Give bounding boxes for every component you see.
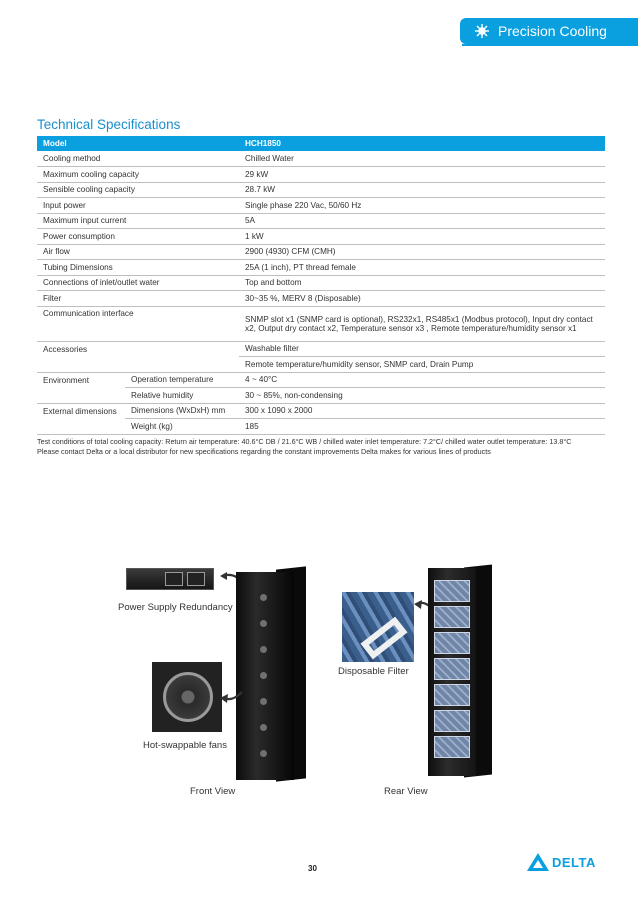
filter-panel bbox=[434, 606, 470, 628]
row-label: Filter bbox=[37, 291, 239, 307]
row-label: Cooling method bbox=[37, 151, 239, 167]
psu-module bbox=[187, 572, 205, 586]
row-sublabel: Weight (kg) bbox=[125, 419, 239, 435]
header-divider bbox=[462, 44, 638, 46]
row-value: Remote temperature/humidity sensor, SNMP card, Drain Pump bbox=[239, 357, 605, 373]
delta-logo bbox=[526, 852, 596, 872]
row-value: Chilled Water bbox=[239, 151, 605, 167]
filter-panel bbox=[434, 684, 470, 706]
row-value: SNMP slot x1 (SNMP card is optional), RS232x1, RS485x1 (Modbus protocol), Input dry contact x2, Output dry contact x2, Temperature sensor x3 , Remote temperature/humidity sensor x1 bbox=[239, 306, 605, 341]
row-label: Sensible cooling capacity bbox=[37, 182, 239, 198]
table-row bbox=[37, 306, 605, 341]
table-row bbox=[37, 198, 605, 214]
row-label: Maximum input current bbox=[37, 213, 239, 229]
table-header-row bbox=[37, 136, 605, 151]
snowflake-icon bbox=[474, 23, 490, 39]
filter-panel bbox=[434, 710, 470, 732]
filter-label: Disposable Filter bbox=[338, 666, 409, 677]
fan-icon bbox=[260, 646, 267, 653]
table-row bbox=[37, 182, 605, 198]
table-row bbox=[37, 275, 605, 291]
page-number: 30 bbox=[308, 864, 317, 873]
rear-view-label: Rear View bbox=[384, 786, 428, 797]
table-row bbox=[37, 213, 605, 229]
row-label: Environment bbox=[37, 372, 125, 403]
table-row bbox=[37, 229, 605, 245]
front-view-label: Front View bbox=[190, 786, 236, 797]
filter-photo bbox=[342, 592, 414, 662]
row-label: External dimensions bbox=[37, 403, 125, 434]
row-value: 30~35 %, MERV 8 (Disposable) bbox=[239, 291, 605, 307]
table-row bbox=[37, 260, 605, 276]
table-row bbox=[37, 244, 605, 260]
test-conditions-notes bbox=[37, 437, 607, 457]
power-supply-photo bbox=[126, 568, 214, 590]
table-row bbox=[37, 291, 605, 307]
row-value: 29 kW bbox=[239, 167, 605, 183]
psu-module bbox=[165, 572, 183, 586]
arrow-icon bbox=[220, 690, 246, 708]
fan-icon bbox=[260, 724, 267, 731]
row-value: 1 kW bbox=[239, 229, 605, 245]
row-value: 5A bbox=[239, 213, 605, 229]
filter-panel bbox=[434, 580, 470, 602]
row-label: Communication interface bbox=[37, 306, 239, 341]
filter-panel bbox=[434, 658, 470, 680]
section-badge-label: Precision Cooling bbox=[498, 23, 607, 39]
row-label: Tubing Dimensions bbox=[37, 260, 239, 276]
table-row bbox=[37, 403, 605, 419]
table-header-model: HCH1850 bbox=[239, 136, 605, 151]
fan-icon bbox=[260, 672, 267, 679]
fan-photo bbox=[152, 662, 222, 732]
psu-label: Power Supply Redundancy bbox=[118, 602, 233, 613]
row-label: Connections of inlet/outlet water bbox=[37, 275, 239, 291]
fan-icon bbox=[260, 620, 267, 627]
row-sublabel: Relative humidity bbox=[125, 388, 239, 404]
row-value: 4 ~ 40°C bbox=[239, 372, 605, 388]
fan-icon bbox=[260, 594, 267, 601]
table-header-label: Model bbox=[37, 136, 239, 151]
row-value: 25A (1 inch), PT thread female bbox=[239, 260, 605, 276]
row-sublabel: Operation temperature bbox=[125, 372, 239, 388]
filter-panel bbox=[434, 632, 470, 654]
section-badge bbox=[460, 18, 638, 44]
table-row bbox=[37, 151, 605, 167]
note-line: Please contact Delta or a local distributor for new specifications regarding the constant improvements Delta makes for various lines of products bbox=[37, 447, 491, 456]
row-value: 185 bbox=[239, 419, 605, 435]
table-row bbox=[37, 372, 605, 388]
table-row bbox=[37, 341, 605, 357]
filter-panel bbox=[434, 736, 470, 758]
fan-icon bbox=[260, 750, 267, 757]
filter-frame bbox=[361, 617, 408, 660]
row-value: 30 ~ 85%, non-condensing bbox=[239, 388, 605, 404]
note-line: Test conditions of total cooling capacity: Return air temperature: 40.6°C DB / 21.6°C WB / chilled water inlet temperature: 7.2°C/ chilled water outlet temperature: 13.8°C bbox=[37, 437, 572, 446]
row-label: Air flow bbox=[37, 244, 239, 260]
row-value: Top and bottom bbox=[239, 275, 605, 291]
table-row bbox=[37, 167, 605, 183]
row-value: 300 x 1090 x 2000 bbox=[239, 403, 605, 419]
spec-table bbox=[37, 136, 605, 435]
row-value: Single phase 220 Vac, 50/60 Hz bbox=[239, 198, 605, 214]
brand-name: DELTA bbox=[552, 854, 596, 870]
row-value: Washable filter bbox=[239, 341, 605, 357]
row-sublabel: Dimensions (WxDxH) mm bbox=[125, 403, 239, 419]
section-title: Technical Specifications bbox=[37, 117, 181, 132]
fan-ring bbox=[163, 672, 213, 722]
row-label: Maximum cooling capacity bbox=[37, 167, 239, 183]
fan-icon bbox=[260, 698, 267, 705]
row-label: Accessories bbox=[37, 341, 239, 372]
front-view-rack bbox=[236, 572, 294, 780]
row-label: Input power bbox=[37, 198, 239, 214]
row-value: 2900 (4930) CFM (CMH) bbox=[239, 244, 605, 260]
delta-triangle-icon bbox=[526, 852, 550, 872]
row-value: 28.7 kW bbox=[239, 182, 605, 198]
fans-label: Hot-swappable fans bbox=[143, 740, 227, 751]
row-label: Power consumption bbox=[37, 229, 239, 245]
